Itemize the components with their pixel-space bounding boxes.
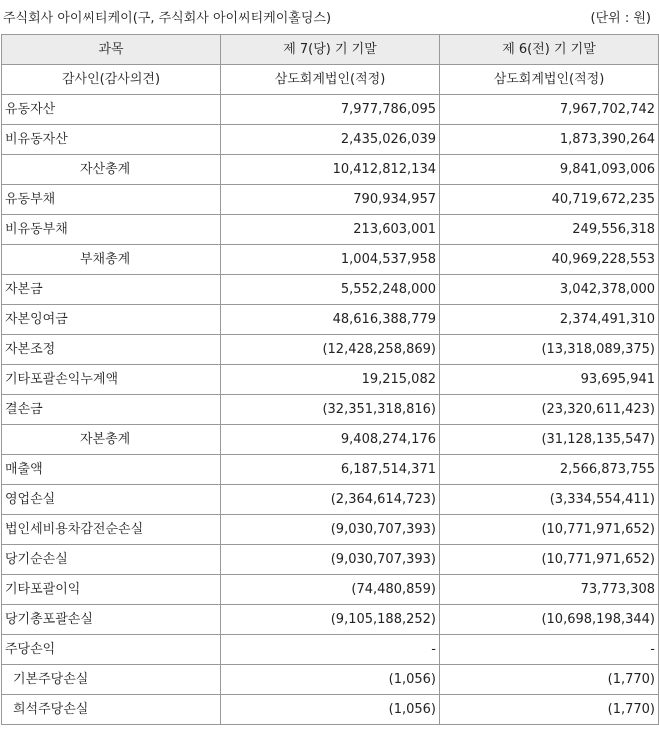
table-row — [2, 515, 659, 545]
row-value-current: 1,004,537,958 — [221, 245, 440, 275]
row-label: 자본총계 — [2, 425, 221, 455]
row-label: 자산총계 — [2, 155, 221, 185]
row-value-previous: 9,841,093,006 — [440, 155, 659, 185]
row-value-previous: (1,770) — [440, 695, 659, 725]
row-label: 법인세비용차감전순손실 — [2, 515, 221, 545]
column-header-previous-period: 제 6(전) 기 기말 — [440, 35, 659, 65]
row-label: 비유동부채 — [2, 215, 221, 245]
row-value-previous: (10,771,971,652) — [440, 515, 659, 545]
row-label: 비유동자산 — [2, 125, 221, 155]
auditor-label: 감사인(감사의견) — [2, 65, 221, 95]
row-value-previous: 3,042,378,000 — [440, 275, 659, 305]
row-value-current: 2,435,026,039 — [221, 125, 440, 155]
table-row — [2, 305, 659, 335]
row-value-current: 10,412,812,134 — [221, 155, 440, 185]
row-label: 당기순손실 — [2, 545, 221, 575]
row-value-current: 9,408,274,176 — [221, 425, 440, 455]
row-label: 주당손익 — [2, 635, 221, 665]
table-row — [2, 455, 659, 485]
row-value-previous: (23,320,611,423) — [440, 395, 659, 425]
row-value-previous: (1,770) — [440, 665, 659, 695]
row-label: 자본잉여금 — [2, 305, 221, 335]
table-row — [2, 635, 659, 665]
row-value-previous: 249,556,318 — [440, 215, 659, 245]
row-value-current: 19,215,082 — [221, 365, 440, 395]
row-label: 영업손실 — [2, 485, 221, 515]
row-label: 유동자산 — [2, 95, 221, 125]
column-header-account: 과목 — [2, 35, 221, 65]
row-value-previous: 2,566,873,755 — [440, 455, 659, 485]
row-value-previous: 7,967,702,742 — [440, 95, 659, 125]
row-value-current: 48,616,388,779 — [221, 305, 440, 335]
row-label: 기타포괄손익누계액 — [2, 365, 221, 395]
row-value-current: (1,056) — [221, 695, 440, 725]
auditor-previous: 삼도회계법인(적정) — [440, 65, 659, 95]
row-value-previous: (10,698,198,344) — [440, 605, 659, 635]
row-value-previous: 93,695,941 — [440, 365, 659, 395]
row-label: 자본조정 — [2, 335, 221, 365]
row-value-current: 790,934,957 — [221, 185, 440, 215]
table-row — [2, 665, 659, 695]
row-value-previous: 1,873,390,264 — [440, 125, 659, 155]
row-value-previous: 40,719,672,235 — [440, 185, 659, 215]
row-value-current: (1,056) — [221, 665, 440, 695]
column-header-current-period: 제 7(당) 기 기말 — [221, 35, 440, 65]
row-value-previous: (3,334,554,411) — [440, 485, 659, 515]
auditor-row — [2, 65, 659, 95]
row-value-previous: (13,318,089,375) — [440, 335, 659, 365]
row-value-current: (9,030,707,393) — [221, 545, 440, 575]
row-value-previous: 2,374,491,310 — [440, 305, 659, 335]
row-label: 기본주당손실 — [2, 665, 221, 695]
row-value-current: (74,480,859) — [221, 575, 440, 605]
company-title: 주식회사 아이씨티케이(구, 주식회사 아이씨티케이홀딩스) — [3, 11, 332, 26]
row-value-previous: (10,771,971,652) — [440, 545, 659, 575]
row-value-previous: (31,128,135,547) — [440, 425, 659, 455]
row-value-previous: - — [440, 635, 659, 665]
row-value-current: (2,364,614,723) — [221, 485, 440, 515]
row-label: 결손금 — [2, 395, 221, 425]
table-row — [2, 485, 659, 515]
row-value-previous: 40,969,228,553 — [440, 245, 659, 275]
table-row — [2, 275, 659, 305]
auditor-current: 삼도회계법인(적정) — [221, 65, 440, 95]
table-row — [2, 245, 659, 275]
table-row — [2, 365, 659, 395]
table-row — [2, 425, 659, 455]
table-row — [2, 185, 659, 215]
table-row — [2, 575, 659, 605]
row-value-current: 213,603,001 — [221, 215, 440, 245]
row-label: 매출액 — [2, 455, 221, 485]
table-row — [2, 545, 659, 575]
table-row — [2, 605, 659, 635]
unit-label: (단위 : 원) — [590, 11, 651, 26]
table-row — [2, 155, 659, 185]
row-value-current: (12,428,258,869) — [221, 335, 440, 365]
row-value-current: (9,105,188,252) — [221, 605, 440, 635]
row-label: 부채총계 — [2, 245, 221, 275]
row-label: 유동부채 — [2, 185, 221, 215]
row-label: 당기총포괄손실 — [2, 605, 221, 635]
table-row — [2, 215, 659, 245]
row-value-current: (9,030,707,393) — [221, 515, 440, 545]
row-label: 기타포괄이익 — [2, 575, 221, 605]
row-value-current: 5,552,248,000 — [221, 275, 440, 305]
row-label: 자본금 — [2, 275, 221, 305]
table-caption — [0, 0, 659, 34]
table-row — [2, 695, 659, 725]
table-row — [2, 95, 659, 125]
financial-summary-table — [1, 34, 659, 725]
table-row — [2, 335, 659, 365]
row-value-current: 7,977,786,095 — [221, 95, 440, 125]
row-label: 희석주당손실 — [2, 695, 221, 725]
table-header-row — [2, 35, 659, 65]
row-value-current: 6,187,514,371 — [221, 455, 440, 485]
table-row — [2, 395, 659, 425]
table-row — [2, 125, 659, 155]
row-value-previous: 73,773,308 — [440, 575, 659, 605]
row-value-current: - — [221, 635, 440, 665]
row-value-current: (32,351,318,816) — [221, 395, 440, 425]
